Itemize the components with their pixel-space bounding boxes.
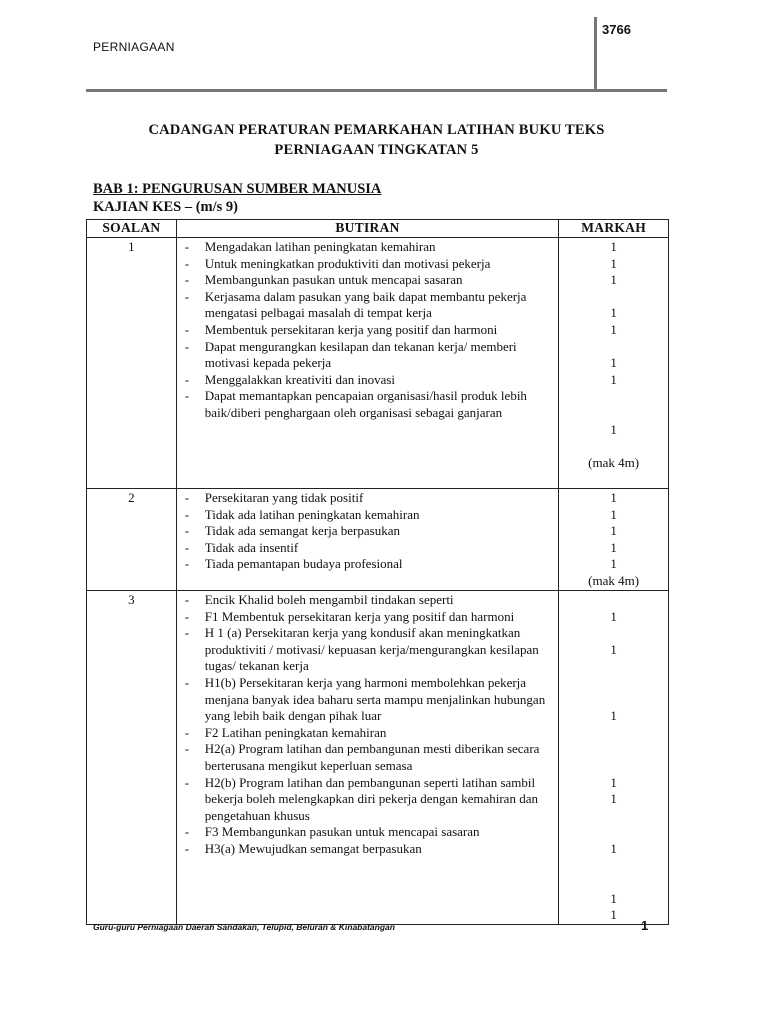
bullet-dash: -: [184, 774, 190, 790]
mark-value: 1: [610, 556, 617, 572]
detail-text: Kerjasama dalam pasukan yang baik dapat membantu pekerja mengatasi pelbagai masalah di tempat kerja: [204, 288, 527, 321]
detail-item: [177, 490, 558, 507]
bullet-dash: -: [184, 539, 190, 555]
mark-value: [559, 405, 668, 422]
mark-value: 1: [610, 305, 617, 321]
header-marks: MARKAH: [559, 220, 669, 238]
question-number: 3: [128, 592, 135, 607]
detail-text: H 1 (a) Persekitaran kerja yang kondusif akan meningkatkan produktiviti / motivasi/ kepuasan kerja/mengurangkan kesilapan tugas/ tekanan kerja: [204, 625, 539, 674]
mark-value: 1: [610, 539, 617, 555]
mark-value: [559, 741, 668, 758]
bullet-dash: -: [184, 321, 190, 337]
detail-text: Dapat mengurangkan kesilapan dan tekanan kerja/ memberi motivasi kepada pekerja: [204, 338, 517, 371]
page-number: 1: [641, 918, 649, 933]
detail-text: H1(b) Persekitaran kerja yang harmoni membolehkan pekerja menjana banyak idea baharu serta mampu menjalinkan hubungan yang lebih baik dengan pihak luar: [204, 674, 546, 724]
mark-value: 1: [610, 272, 617, 288]
bullet-dash: -: [184, 741, 190, 757]
header-details: BUTIRAN: [176, 220, 558, 238]
header-paper-code: 3766: [602, 22, 631, 37]
table-row: [87, 489, 669, 591]
detail-item: [177, 556, 558, 573]
mark-value: 1: [610, 774, 617, 790]
mark-value: 1: [610, 907, 617, 923]
mark-value: 1: [610, 421, 617, 437]
document-title-line1: CADANGAN PERATURAN PEMARKAHAN LATIHAN BUKU TEKS: [148, 122, 605, 138]
detail-item: [177, 272, 558, 289]
marks-cell: [559, 591, 669, 925]
detail-text: Tidak ada latihan peningkatan kemahiran: [204, 506, 420, 522]
detail-item: [177, 625, 558, 675]
bullet-dash: -: [184, 255, 190, 271]
marks-cell: [559, 238, 669, 489]
bullet-dash: -: [184, 674, 190, 690]
detail-item: [177, 507, 558, 524]
bullet-dash: -: [184, 523, 190, 539]
case-study-label: KAJIAN KES – (m/s 9): [93, 199, 239, 215]
chapter-title: BAB 1: PENGURUSAN SUMBER MANUSIA: [93, 181, 382, 197]
detail-item: [177, 775, 558, 825]
detail-item: [177, 675, 558, 725]
table-header-row: [87, 220, 669, 238]
detail-item: [177, 388, 558, 421]
max-marks-note: (mak 4m): [588, 572, 640, 588]
details-cell: [176, 591, 558, 925]
mark-value: 1: [610, 255, 617, 271]
mark-value: 1: [610, 890, 617, 906]
detail-item: [177, 239, 558, 256]
table-row: [87, 238, 669, 489]
mark-value: 1: [610, 791, 617, 807]
marks-cell: [559, 489, 669, 591]
detail-text: Tidak ada semangat kerja berpasukan: [204, 523, 400, 539]
mark-value: 1: [610, 608, 617, 624]
mark-value: [559, 339, 668, 356]
detail-item: [177, 322, 558, 339]
detail-item: [177, 339, 558, 372]
detail-item: [177, 841, 558, 858]
footer-text: Guru-guru Perniagaan Daerah Sandakan, Telupid, Beluran & Kinabatangan: [93, 922, 395, 932]
bullet-dash: -: [184, 388, 190, 404]
mark-value: [559, 438, 668, 455]
bullet-dash: -: [184, 288, 190, 304]
detail-text: Persekitaran yang tidak positif: [204, 490, 364, 505]
mark-value: 1: [610, 523, 617, 539]
mark-value: [559, 625, 668, 642]
detail-text: F2 Latihan peningkatan kemahiran: [204, 724, 387, 740]
bullet-dash: -: [184, 272, 190, 288]
header-vertical-rule: [594, 17, 597, 91]
bullet-dash: -: [184, 724, 190, 740]
mark-value: 1: [610, 708, 617, 724]
detail-text: Tiada pemantapan budaya profesional: [204, 556, 403, 572]
detail-item: [177, 824, 558, 841]
question-cell: [87, 489, 177, 591]
detail-text: Untuk meningkatkan produktiviti dan motivasi pekerja: [204, 255, 491, 271]
mark-value: 1: [610, 371, 617, 387]
bullet-dash: -: [184, 239, 190, 254]
mark-value: [559, 388, 668, 405]
question-cell: [87, 591, 177, 925]
detail-item: [177, 372, 558, 389]
mark-value: [559, 675, 668, 692]
detail-text: Membentuk persekitaran kerja yang positif dan harmoni: [204, 321, 498, 337]
detail-text: H2(a) Program latihan dan pembangunan mesti diberikan secara berterusana mengikut keperluan semasa: [204, 741, 540, 773]
bullet-dash: -: [184, 592, 190, 607]
mark-value: 1: [610, 840, 617, 856]
mark-value: 1: [610, 641, 617, 657]
detail-text: Encik Khalid boleh mengambil tindakan seperti: [204, 592, 454, 607]
bullet-dash: -: [184, 556, 190, 572]
mark-value: [559, 824, 668, 841]
bullet-dash: -: [184, 506, 190, 522]
detail-item: [177, 256, 558, 273]
mark-value: [559, 808, 668, 825]
detail-item: [177, 725, 558, 742]
detail-item: [177, 289, 558, 322]
mark-value: 1: [610, 506, 617, 522]
document-title-line2: PERNIAGAAN TINGKATAN 5: [274, 142, 479, 158]
mark-value: [559, 758, 668, 775]
detail-text: Tidak ada insentif: [204, 539, 299, 555]
mark-value: 1: [610, 490, 617, 505]
detail-item: [177, 592, 558, 609]
question-number: 1: [128, 239, 135, 254]
bullet-dash: -: [184, 840, 190, 856]
question-number: 2: [128, 490, 135, 505]
detail-text: Dapat memantapkan pencapaian organisasi/hasil produk lebih baik/diberi penghargaan oleh organisasi sebagai ganjaran: [204, 388, 527, 420]
mark-value: [559, 658, 668, 675]
bullet-dash: -: [184, 625, 190, 641]
bullet-dash: -: [184, 338, 190, 354]
detail-text: H3(a) Mewujudkan semangat berpasukan: [204, 840, 422, 856]
detail-item: [177, 540, 558, 557]
bullet-dash: -: [184, 824, 190, 840]
mark-value: 1: [610, 321, 617, 337]
mark-value: [559, 289, 668, 306]
mark-value: [559, 874, 668, 891]
detail-text: H2(b) Program latihan dan pembangunan seperti latihan sambil bekerja boleh melengkapkan diri pekerja dengan kemahiran dan pengetahuan khusus: [204, 774, 538, 823]
header-horizontal-rule: [86, 89, 667, 92]
mark-value: [559, 858, 668, 875]
bullet-dash: -: [184, 490, 190, 505]
header-question: SOALAN: [87, 220, 177, 238]
mark-value: [559, 692, 668, 709]
max-marks-note: (mak 4m): [588, 454, 640, 470]
question-cell: [87, 238, 177, 489]
detail-text: F1 Membentuk persekitaran kerja yang positif dan harmoni: [204, 608, 515, 624]
mark-value: [559, 725, 668, 742]
details-cell: [176, 238, 558, 489]
table-row: [87, 591, 669, 925]
mark-value: 1: [610, 355, 617, 371]
detail-text: Membangunkan pasukan untuk mencapai sasaran: [204, 272, 463, 288]
detail-item: [177, 609, 558, 626]
header-subject: PERNIAGAAN: [93, 40, 175, 54]
detail-item: [177, 741, 558, 774]
bullet-dash: -: [184, 608, 190, 624]
mark-value: [559, 592, 668, 609]
detail-text: Menggalakkan kreativiti dan inovasi: [204, 371, 396, 387]
details-cell: [176, 489, 558, 591]
detail-text: F3 Membangunkan pasukan untuk mencapai sasaran: [204, 824, 480, 840]
mark-value: 1: [610, 239, 617, 254]
detail-text: Mengadakan latihan peningkatan kemahiran: [204, 239, 436, 254]
bullet-dash: -: [184, 371, 190, 387]
marking-scheme-table: [86, 219, 669, 925]
detail-item: [177, 523, 558, 540]
